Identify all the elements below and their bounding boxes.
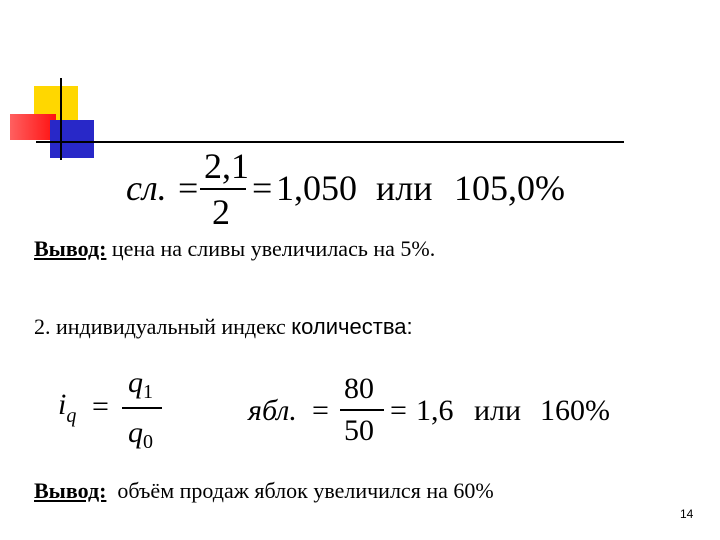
formula-apples-numerator: 80 — [344, 372, 374, 405]
formula-index-num-var: q — [128, 366, 143, 399]
formula-plums-equals: = — [178, 168, 199, 208]
formula-apples-equals: = — [312, 394, 329, 427]
item-quantity-index-sans: количества: — [291, 314, 413, 339]
item-quantity-index-serif: 2. индивидуальный индекс — [34, 314, 292, 339]
formula-plums-fraction-bar — [200, 188, 246, 190]
formula-plums-prefix: сл. — [126, 168, 167, 208]
formula-index-fraction-bar — [122, 407, 162, 409]
conclusion-plums-text: цена на сливы увеличилась на 5%. — [106, 236, 436, 261]
formula-apples-fraction-bar — [340, 409, 384, 411]
formula-index-numerator — [128, 368, 153, 402]
item-quantity-index — [34, 316, 413, 338]
formula-apples-percent: 160% — [540, 394, 610, 427]
formula-plums-denominator: 2 — [212, 192, 230, 232]
conclusion-plums-label: Вывод: — [34, 236, 107, 261]
formula-index-equals: = — [92, 390, 109, 423]
formula-apples-denominator: 50 — [344, 414, 374, 447]
conclusion-plums — [34, 238, 435, 260]
conclusion-apples — [34, 480, 494, 502]
conclusion-apples-text: объём продаж яблок увеличился на 60% — [106, 478, 494, 503]
formula-apples-prefix: ябл. — [248, 394, 297, 427]
horizontal-rule — [36, 141, 624, 143]
formula-index-denominator — [128, 418, 153, 452]
formula-apples-equals-2: = — [390, 394, 407, 427]
formula-index-var-letter: i — [58, 388, 67, 421]
blue-square — [50, 120, 94, 158]
formula-apples-result: 1,6 — [416, 394, 454, 427]
formula-index-var — [58, 390, 76, 426]
formula-index-den-sub: 0 — [143, 431, 153, 453]
slide-decoration — [0, 0, 720, 160]
formula-index-den-var: q — [128, 416, 143, 449]
formula-plums-result: 1,050 — [276, 168, 357, 208]
formula-plums-equals-2: = — [252, 168, 273, 208]
formula-plums-percent: 105,0% — [454, 168, 565, 208]
formula-apples-or: или — [474, 394, 522, 427]
vertical-rule — [60, 78, 62, 160]
conclusion-apples-label: Вывод: — [34, 478, 107, 503]
formula-index-num-sub: 1 — [143, 381, 153, 403]
formula-plums-or: или — [376, 168, 433, 208]
page-number: 14 — [680, 507, 694, 521]
formula-index-var-sub: q — [66, 405, 77, 427]
formula-plums-numerator: 2,1 — [204, 146, 249, 186]
